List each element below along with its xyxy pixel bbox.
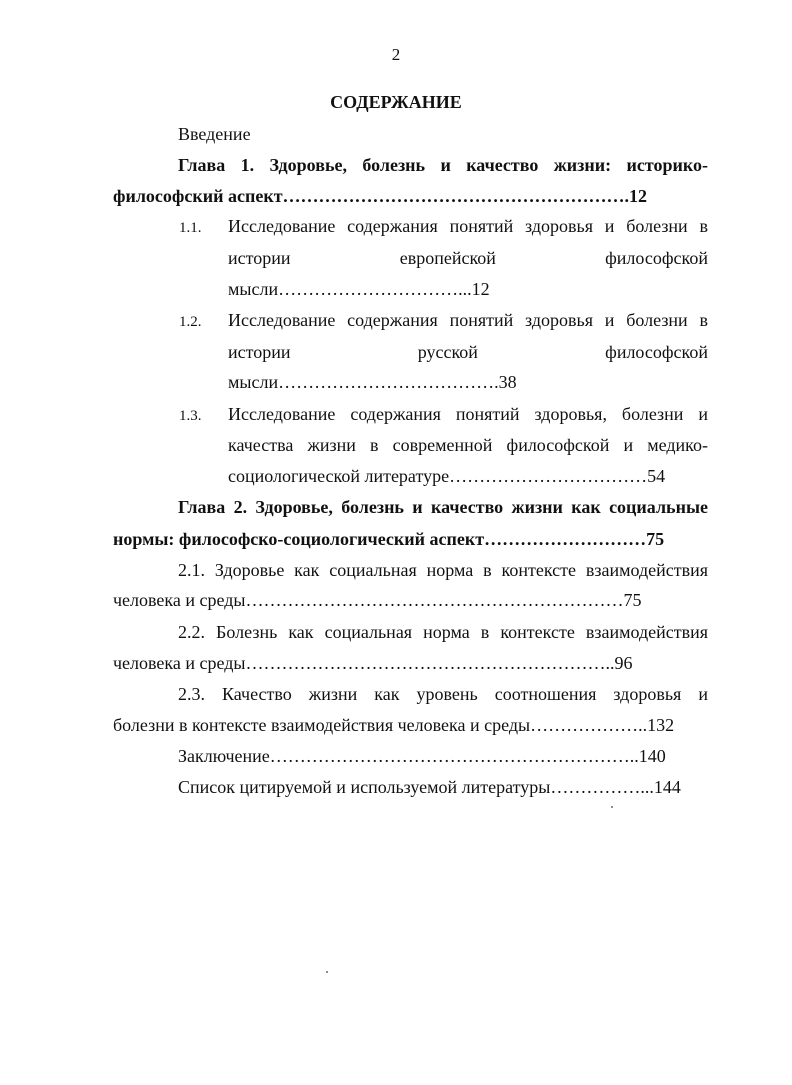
toc-bibliography: Список цитируемой и используемой литературы……………...144 [178,777,681,797]
toc-section-1-3-number: 1.3. [179,408,202,424]
page-number: 2 [391,45,401,64]
page-title: СОДЕРЖАНИЕ [330,92,462,112]
toc-chapter2-line1: Глава 2. Здоровье, болезнь и качество жизни как социальные [178,497,708,517]
scan-speck [611,806,613,808]
toc-section-1-2-line1: Исследование содержания понятий здоровья и болезни в [228,310,708,330]
toc-section-1-1-line3: мысли…………………………...12 [228,279,490,299]
toc-conclusion: Заключение……………………………………………………..140 [178,746,666,766]
toc-section-2-2-line1: 2.2. Болезнь как социальная норма в контексте взаимодействия [178,622,708,642]
toc-section-1-2-word: русской [417,342,478,362]
toc-introduction: Введение [178,124,251,144]
toc-section-1-3-line2: качества жизни в современной философской и медико- [228,435,708,455]
toc-chapter1-line1: Глава 1. Здоровье, болезнь и качество жизни: историко- [178,155,708,175]
toc-section-1-2-line2 [228,340,708,364]
toc-section-2-1-line2: человека и среды………………………………………………………75 [113,590,642,610]
toc-section-1-1-word: философской [605,248,708,268]
toc-section-1-2-number: 1.2. [179,314,202,330]
toc-section-2-3-line1: 2.3. Качество жизни как уровень соотношения здоровья и [178,684,708,704]
toc-section-1-1-word: европейской [399,248,496,268]
toc-section-1-1-line1: Исследование содержания понятий здоровья и болезни в [228,216,708,236]
toc-section-2-3-line2: болезни в контексте взаимодействия человека и среды………………..132 [113,715,675,735]
toc-section-1-3-line3: социологической литературе……………………………54 [228,466,666,486]
toc-section-1-1-number: 1.1. [179,220,202,236]
toc-section-2-2-line2: человека и среды……………………………………………………..96 [113,653,633,673]
scan-speck [326,971,328,973]
toc-section-1-1-word: истории [228,248,291,268]
toc-chapter2-line2: нормы: философско-социологический аспект………………………75 [113,529,665,549]
toc-section-1-2-line3: мысли……………………………….38 [228,372,517,392]
toc-section-1-2-word: философской [605,342,708,362]
toc-section-1-2-word: истории [228,342,291,362]
toc-section-2-1-line1: 2.1. Здоровье как социальная норма в контексте взаимодействия [178,560,708,580]
toc-chapter1-line2: философский аспект………………………………………………….12 [113,186,648,206]
toc-section-1-1-line2 [228,246,708,270]
toc-section-1-3-line1: Исследование содержания понятий здоровья, болезни и [228,404,708,424]
